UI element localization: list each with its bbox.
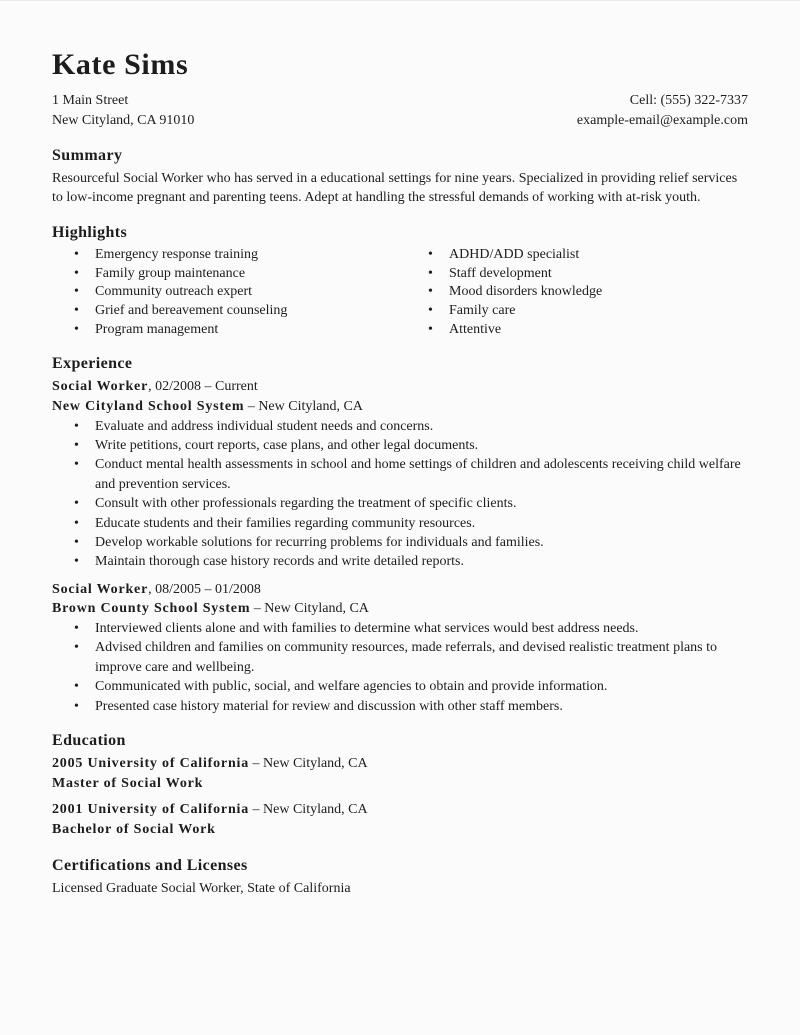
job-employer: New Cityland School System — [52, 398, 245, 414]
job-bullet-item: • Presented case history material for review and discussion with other staff members. — [74, 697, 748, 716]
section-summary — [52, 145, 748, 208]
job-title-line — [52, 377, 748, 397]
summary-heading: Summary — [52, 147, 123, 164]
job-bullet-item: • Maintain thorough case history records and write detailed reports. — [74, 552, 748, 571]
job-location: – New Cityland, CA — [244, 398, 363, 414]
education-location: – New Cityland, CA — [249, 755, 368, 771]
education-school-line — [52, 800, 748, 820]
experience-heading: Experience — [52, 355, 133, 373]
highlight-item: • Family care — [428, 302, 748, 321]
contact-block — [577, 91, 748, 131]
job-dates: , 02/2008 – Current — [148, 379, 258, 395]
job-bullet-item: • Develop workable solutions for recurring problems for individuals and families. — [74, 533, 748, 552]
job-bullet-item: • Evaluate and address individual student needs and concerns. — [74, 417, 748, 436]
certifications-heading: Certifications and Licenses — [52, 857, 248, 875]
address-line-1: 1 Main Street — [52, 93, 129, 108]
education-school: 2005 University of California — [52, 755, 250, 771]
section-highlights — [52, 222, 748, 340]
education-entry — [52, 800, 748, 839]
certifications-text: Licensed Graduate Social Worker, State of California — [52, 881, 351, 897]
highlights-column-1 — [52, 246, 428, 340]
job-title: Social Worker — [52, 379, 149, 395]
job-entry — [52, 377, 748, 571]
job-employer: Brown County School System — [52, 601, 251, 617]
email-address: example-email@example.com — [576, 113, 748, 128]
education-school-line — [52, 754, 748, 774]
job-bullet-item: • Advised children and families on community resources, made referrals, and devised realistic treatment plans to improve care and wellbeing. — [74, 638, 748, 677]
highlight-item: • Emergency response training — [74, 246, 428, 265]
education-heading: Education — [52, 731, 126, 749]
section-education — [52, 730, 748, 839]
address-line-2: New Cityland, CA 91010 — [52, 113, 195, 128]
job-bullet-item: • Communicated with public, social, and welfare agencies to obtain and provide information. — [74, 677, 748, 696]
highlight-item: • ADHD/ADD specialist — [428, 246, 748, 265]
education-degree: Bachelor of Social Work — [52, 821, 216, 837]
job-dates: , 08/2005 – 01/2008 — [148, 581, 261, 597]
highlight-item: • Grief and bereavement counseling — [74, 302, 428, 321]
highlight-item: • Community outreach expert — [74, 283, 428, 302]
header — [52, 48, 748, 131]
highlights-column-2 — [428, 246, 748, 340]
job-bullet-item: • Educate students and their families regarding community resources. — [74, 514, 748, 533]
highlights-columns — [52, 246, 748, 340]
job-bullet-item: • Interviewed clients alone and with families to determine what services would best address needs. — [74, 619, 748, 638]
section-experience — [52, 353, 748, 716]
address-block — [52, 91, 194, 131]
contact-row — [52, 91, 748, 131]
highlight-item: • Family group maintenance — [74, 265, 428, 284]
education-entry — [52, 754, 748, 793]
job-bullets — [52, 417, 748, 572]
section-certifications — [52, 855, 748, 898]
job-title: Social Worker — [52, 581, 149, 597]
job-title-line — [52, 580, 748, 600]
job-bullets — [52, 619, 748, 716]
education-school: 2001 University of California — [52, 802, 250, 818]
education-degree: Master of Social Work — [52, 775, 204, 791]
cell-phone: Cell: (555) 322-7337 — [629, 93, 748, 108]
job-location: – New Cityland, CA — [250, 601, 369, 617]
highlight-item: • Staff development — [428, 265, 748, 284]
job-employer-line — [52, 397, 748, 417]
education-location: – New Cityland, CA — [249, 802, 368, 818]
job-bullet-item: • Conduct mental health assessments in school and home settings of children and adolescents receiving child welfare and prevention services. — [74, 455, 748, 494]
candidate-name: Kate Sims — [52, 48, 189, 81]
job-bullet-item: • Consult with other professionals regarding the treatment of specific clients. — [74, 494, 748, 513]
job-entry — [52, 580, 748, 716]
summary-text: Resourceful Social Worker who has served in a educational settings for nine years. Specialized in providing relief services to low-income pregnant and parenting teens. Adept at handling the stressful demands of working with at-risk youth. — [52, 171, 738, 206]
highlights-heading: Highlights — [52, 223, 128, 241]
highlight-item: • Mood disorders knowledge — [428, 283, 748, 302]
highlight-item: • Program management — [74, 321, 428, 340]
job-bullet-item: • Write petitions, court reports, case plans, and other legal documents. — [74, 436, 748, 455]
highlight-item: • Attentive — [428, 321, 748, 340]
job-employer-line — [52, 599, 748, 619]
